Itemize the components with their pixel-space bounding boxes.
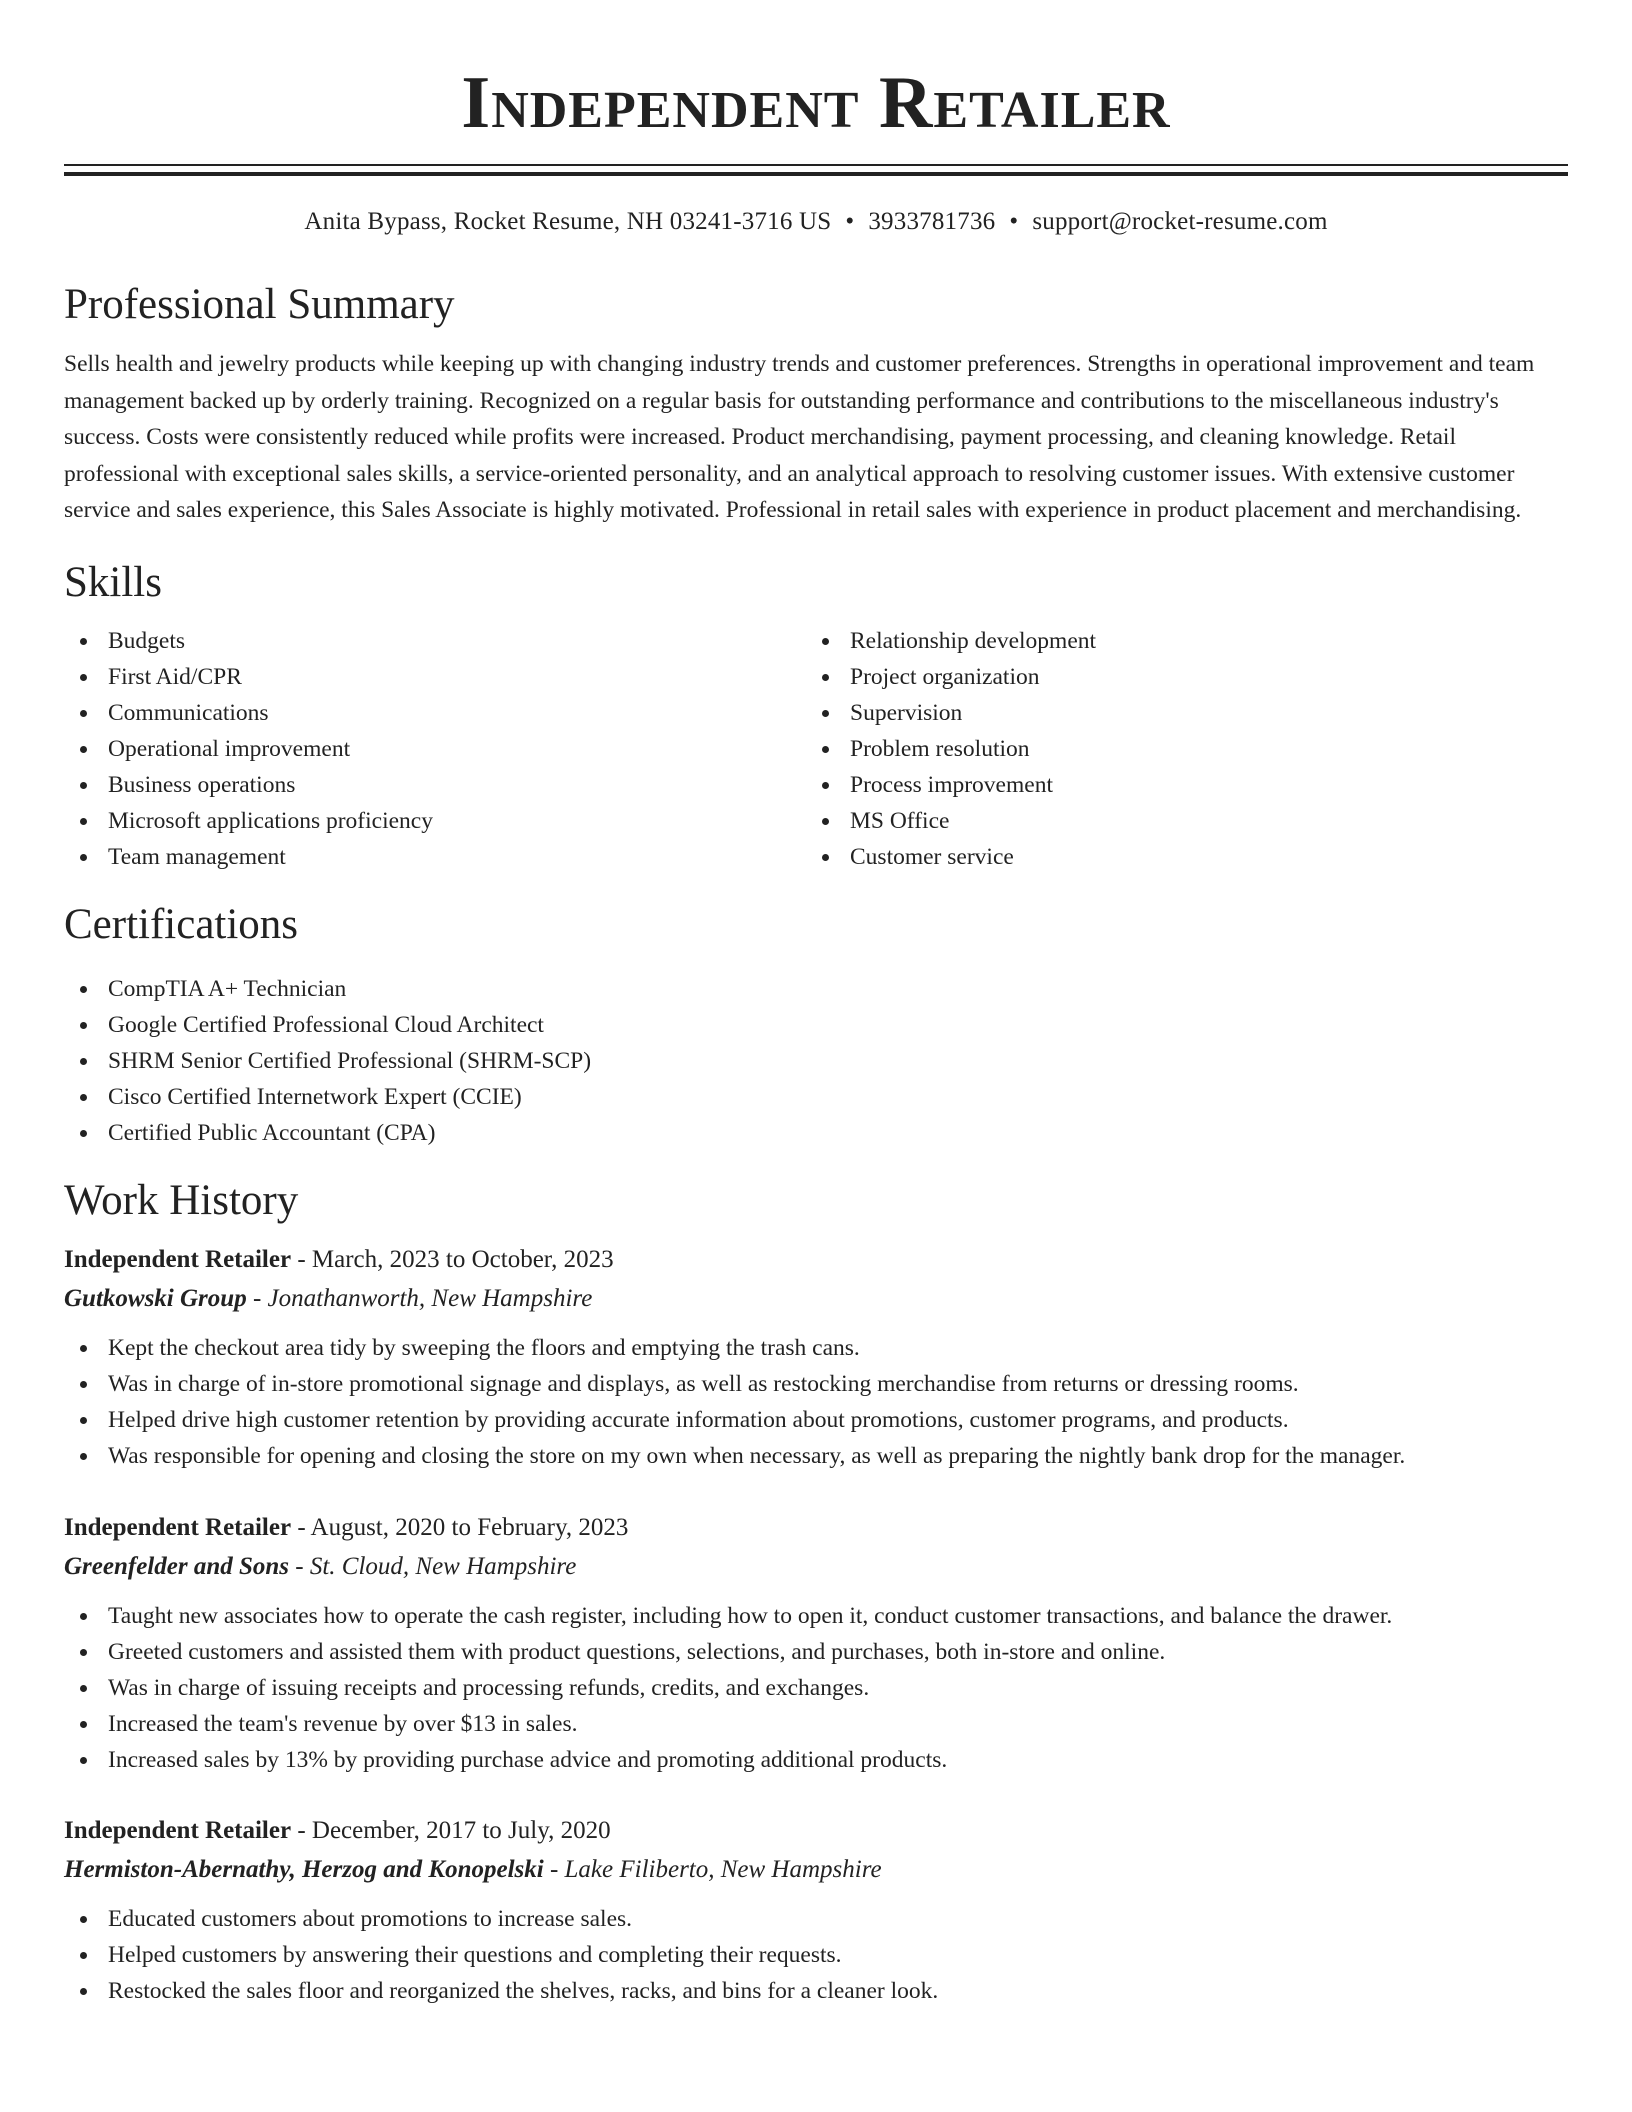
- skills-heading: Skills: [64, 558, 162, 606]
- certification-item: Certified Public Accountant (CPA): [64, 1115, 1568, 1151]
- contact-line: [64, 206, 1568, 238]
- job-duty-item: Greeted customers and assisted them with product questions, selections, and purchases, both in-store and online.: [64, 1634, 1568, 1670]
- header-divider-thin: [64, 164, 1568, 166]
- job-dates: - August, 2020 to February, 2023: [291, 1513, 629, 1541]
- job-duty-item: Was in charge of issuing receipts and processing refunds, credits, and exchanges.: [64, 1670, 1568, 1706]
- job-dates: - December, 2017 to July, 2020: [291, 1816, 611, 1844]
- job-role: Independent Retailer: [64, 1245, 292, 1273]
- skills-list-right: [806, 623, 1548, 875]
- skill-item: Customer service: [806, 839, 1548, 875]
- skill-item: Project organization: [806, 659, 1548, 695]
- job-duty-item: Increased sales by 13% by providing purchase advice and promoting additional products.: [64, 1742, 1568, 1778]
- resume-page: [64, 0, 1568, 2009]
- job-location: - Lake Filiberto, New Hampshire: [543, 1855, 882, 1883]
- certification-item: CompTIA A+ Technician: [64, 971, 1568, 1007]
- skill-item: Team management: [64, 839, 806, 875]
- certifications-list: [64, 971, 1568, 1151]
- job-location: - St. Cloud, New Hampshire: [289, 1552, 577, 1580]
- job-duties-list: [64, 1330, 1568, 1474]
- job-duty-item: Kept the checkout area tidy by sweeping the floors and emptying the trash cans.: [64, 1330, 1568, 1366]
- job-entry: [64, 1812, 1568, 2009]
- job-company-line: [64, 1850, 1568, 1890]
- contact-separator: •: [845, 208, 855, 235]
- job-company: Hermiston-Abernathy, Herzog and Konopelski: [64, 1855, 544, 1883]
- skill-item: MS Office: [806, 803, 1548, 839]
- job-company: Gutkowski Group: [64, 1284, 247, 1312]
- skill-item: Relationship development: [806, 623, 1548, 659]
- job-title-line: [64, 1812, 1568, 1850]
- job-role: Independent Retailer: [64, 1513, 292, 1541]
- job-duty-item: Was responsible for opening and closing the store on my own when necessary, as well as preparing the nightly bank drop for the manager.: [64, 1438, 1568, 1474]
- job-title-line: [64, 1241, 1568, 1279]
- job-duties-list: [64, 1901, 1568, 2009]
- skill-item: Budgets: [64, 623, 806, 659]
- skill-item: Problem resolution: [806, 731, 1548, 767]
- skill-item: Communications: [64, 695, 806, 731]
- summary-text: Sells health and jewelry products while keeping up with changing industry trends and customer preferences. Strengths in operational improvement and team management backed up by orderly training. Recognized on a regular basis for outstanding performance and contributions to the miscellaneous industry's success. Costs were consistently reduced while profits were increased. Product merchandising, payment processing, and cleaning knowledge. Retail professional with exceptional sales skills, a service-oriented personality, and an analytical approach to resolving customer issues. With extensive customer service and sales experience, this Sales Associate is highly motivated. Professional in retail sales with experience in product placement and merchandising.: [64, 351, 1535, 524]
- work-history-heading: Work History: [64, 1176, 299, 1224]
- skill-item: Operational improvement: [64, 731, 806, 767]
- job-duty-item: Taught new associates how to operate the cash register, including how to open it, conduct customer transactions, and balance the drawer.: [64, 1598, 1568, 1634]
- contact-separator: •: [1009, 208, 1019, 235]
- skill-item: Supervision: [806, 695, 1548, 731]
- job-dates: - March, 2023 to October, 2023: [291, 1245, 614, 1273]
- contact-email: support@rocket-resume.com: [1032, 208, 1328, 235]
- job-role: Independent Retailer: [64, 1816, 292, 1844]
- certifications-heading: Certifications: [64, 900, 299, 948]
- skill-item: Microsoft applications proficiency: [64, 803, 806, 839]
- header-divider-thick: [64, 172, 1568, 176]
- job-company: Greenfelder and Sons: [64, 1552, 290, 1580]
- job-company-line: [64, 1547, 1568, 1587]
- job-title-line: [64, 1509, 1568, 1547]
- job-entry: [64, 1241, 1568, 1474]
- job-company-line: [64, 1279, 1568, 1319]
- job-duty-item: Restocked the sales floor and reorganized the shelves, racks, and bins for a cleaner look.: [64, 1973, 1568, 2009]
- job-location: - Jonathanworth, New Hampshire: [246, 1284, 593, 1312]
- job-duty-item: Was in charge of in-store promotional signage and displays, as well as restocking merchandise from returns or dressing rooms.: [64, 1366, 1568, 1402]
- resume-name: Independent Retailer: [461, 62, 1171, 144]
- skill-item: Business operations: [64, 767, 806, 803]
- skill-item: First Aid/CPR: [64, 659, 806, 695]
- certification-item: Google Certified Professional Cloud Architect: [64, 1007, 1568, 1043]
- certification-item: SHRM Senior Certified Professional (SHRM-SCP): [64, 1043, 1568, 1079]
- skill-item: Process improvement: [806, 767, 1548, 803]
- summary-heading: Professional Summary: [64, 281, 455, 328]
- skills-columns: [64, 623, 1568, 875]
- certification-item: Cisco Certified Internetwork Expert (CCIE): [64, 1079, 1568, 1115]
- job-duty-item: Helped customers by answering their questions and completing their requests.: [64, 1937, 1568, 1973]
- job-duties-list: [64, 1598, 1568, 1778]
- contact-phone: 3933781736: [868, 208, 996, 235]
- job-entry: [64, 1509, 1568, 1778]
- job-duty-item: Increased the team's revenue by over $13 in sales.: [64, 1706, 1568, 1742]
- skills-list-left: [64, 623, 806, 875]
- contact-address: Anita Bypass, Rocket Resume, NH 03241-3716 US: [304, 208, 832, 235]
- job-duty-item: Educated customers about promotions to increase sales.: [64, 1901, 1568, 1937]
- job-duty-item: Helped drive high customer retention by providing accurate information about promotions, customer programs, and products.: [64, 1402, 1568, 1438]
